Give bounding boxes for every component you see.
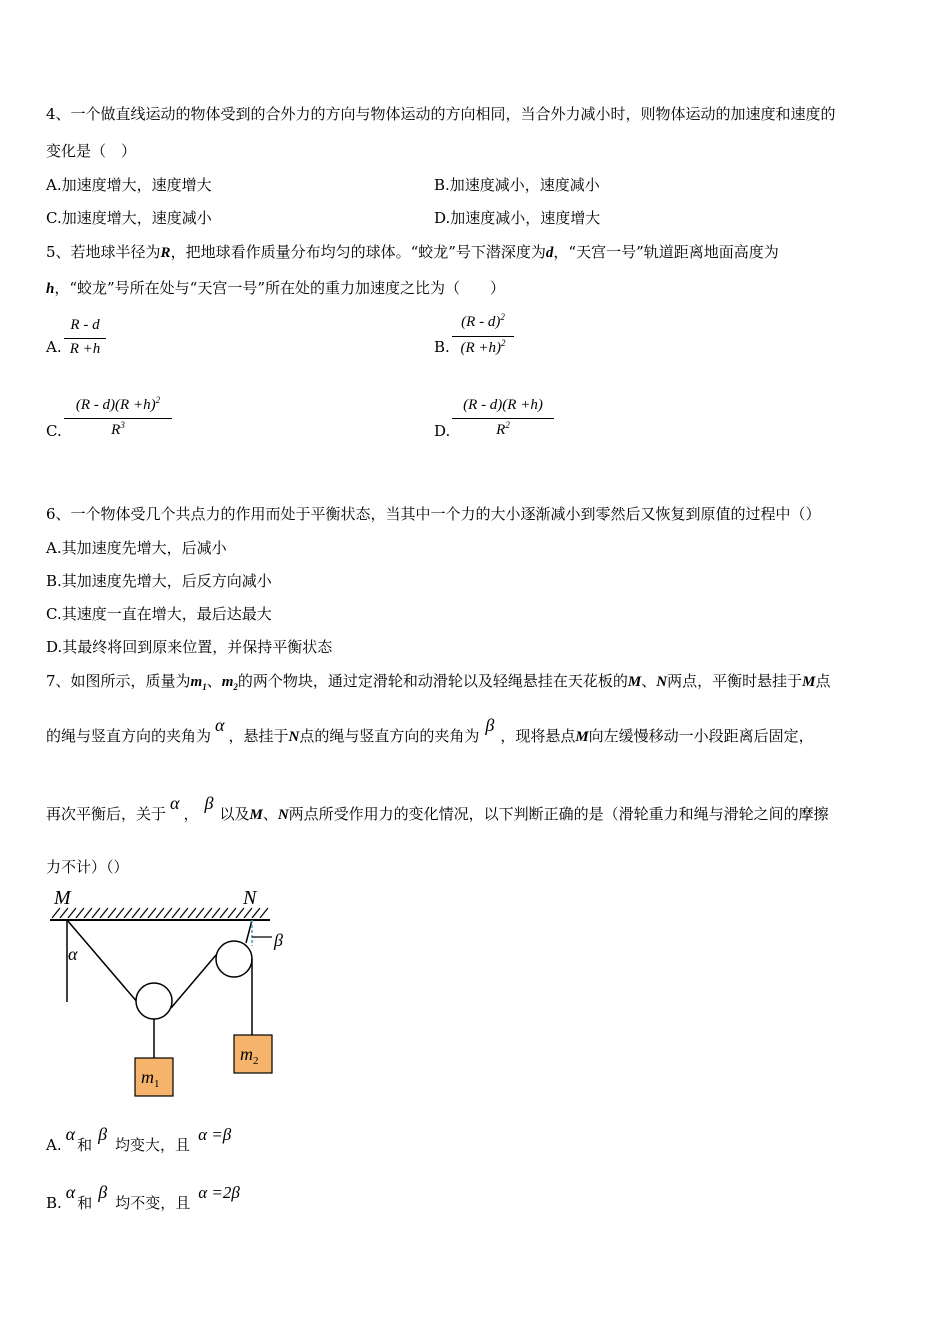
q4-option-d: D.加速度减小，速度增大: [434, 209, 601, 227]
q7-text-b: 的两个物块，通过定滑轮和动滑轮以及轻绳悬挂在天花板的: [237, 672, 628, 690]
block-m2-sub: 2: [253, 1055, 259, 1067]
q5-var-R: R: [160, 245, 171, 261]
q5-c-denominator: [64, 420, 172, 439]
q7-var-N: N: [656, 674, 668, 690]
q7-beta: β: [98, 1182, 108, 1202]
q5-d-denominator: [452, 420, 554, 439]
q7-b-and: 和: [77, 1194, 93, 1212]
q7-a-and: 和: [77, 1136, 93, 1154]
block-m1-base: m: [141, 1067, 154, 1087]
q7-text-h: ，现将悬点: [500, 727, 576, 745]
fraction-bar: [64, 418, 172, 419]
q7-text-e: 的绳与竖直方向的夹角为: [46, 727, 212, 745]
q5-text-b: ，把地球看作质量分布均匀的球体。“蛟龙”号下潜深度为: [170, 243, 546, 261]
q4-option-a: A.加速度增大，速度增大: [46, 176, 212, 194]
q7-text-m: 两点所受作用力的变化情况，以下判断正确的是（滑轮重力和绳与滑轮之间的摩擦: [288, 805, 829, 823]
fixed-pulley: [216, 941, 252, 977]
q5-option-b-fraction: [452, 312, 514, 360]
q7-option-a: [46, 1124, 231, 1154]
q5-c-num-base: (R - d)(R +h): [75, 397, 156, 413]
pulley-figure: [40, 880, 310, 1105]
q7-stem-line3: [46, 793, 829, 824]
q4-stem-line2: 变化是（ ）: [46, 142, 137, 160]
q7-beta: β: [204, 793, 214, 813]
q5-a-numerator: R - d: [70, 317, 100, 333]
q7-var-M: M: [249, 807, 263, 823]
q5-c-num-exp: 2: [155, 395, 161, 405]
q7-option-b: [46, 1182, 240, 1212]
q5-d-den-exp: 2: [505, 420, 510, 430]
q7-var-M: M: [627, 674, 642, 690]
q7-b-eq: α =2β: [198, 1183, 240, 1202]
q5-var-h: h: [46, 281, 55, 297]
q7-var-M: M: [802, 674, 816, 690]
q6-option-d: D.其最终将回到原来位置，并保持平衡状态: [46, 638, 333, 656]
q7-text-a: 7、如图所示，质量为: [46, 672, 191, 690]
q7-var-N: N: [288, 729, 300, 745]
q5-option-d-label: D.: [434, 422, 451, 440]
q6-stem: 6、一个物体受几个共点力的作用而处于平衡状态，当其中一个力的大小逐渐减小到零然后又恢复到原值的过程中（）: [46, 505, 821, 523]
q7-m1-base: m: [190, 674, 203, 690]
q7-m2-base: m: [221, 674, 234, 690]
q5-c-den-base: R: [111, 422, 121, 438]
q7-text-i: 向左缓慢移动一小段距离后固定，: [588, 727, 814, 745]
q7-stem-line2: [46, 715, 814, 746]
q7-alpha: α: [65, 1124, 76, 1144]
block-m1-sub: 1: [154, 1078, 160, 1090]
moving-pulley: [136, 983, 172, 1019]
q7-b-label: B.: [46, 1194, 62, 1212]
q5-option-a-fraction: [64, 317, 106, 361]
q7-alpha: α: [170, 793, 180, 813]
q7-text-c: 两点，平衡时悬挂于: [667, 672, 803, 690]
q7-text-j: 再次平衡后，关于: [46, 805, 167, 823]
q7-text-l: 以及: [219, 805, 250, 823]
q7-text-d: 点: [815, 672, 831, 690]
q5-b-numerator: [452, 312, 514, 331]
q5-b-num-base: (R - d): [461, 314, 501, 330]
q5-option-b-label: B.: [434, 338, 450, 356]
q7-separator: 、: [262, 805, 278, 823]
q5-option-d-fraction: [452, 397, 554, 443]
q7-stem-line4: 力不计）（）: [46, 858, 129, 876]
q7-separator: 、: [641, 672, 657, 690]
rope-pulley-to-pulley: [171, 955, 216, 1008]
q5-c-numerator: [64, 395, 172, 414]
q7-m2-sub: 2: [233, 682, 238, 692]
label-beta: β: [274, 930, 283, 950]
q7-var-m1: [191, 674, 207, 690]
fraction-bar: [452, 418, 554, 419]
label-M: M: [54, 887, 71, 909]
q7-a-mid: 均变大，且: [115, 1136, 191, 1154]
q5-d-numerator: (R - d)(R +h): [463, 397, 543, 413]
q7-var-m2: [222, 674, 238, 690]
q7-m1-sub: 1: [202, 682, 207, 692]
q7-separator: 、: [206, 672, 222, 690]
q6-option-c: C.其速度一直在增大，最后达最大: [46, 605, 272, 623]
q7-text-g: 点的绳与竖直方向的夹角为: [299, 727, 480, 745]
q5-b-den-exp: 2: [501, 338, 506, 348]
q7-beta: β: [485, 715, 495, 735]
q5-text-c: ，“天宫一号”轨道距离地面高度为: [553, 243, 779, 261]
q5-b-num-exp: 2: [500, 312, 505, 322]
fixed-pulley-support: [246, 920, 252, 943]
q5-option-c-label: C.: [46, 422, 62, 440]
q5-var-d: d: [545, 245, 554, 261]
q7-alpha: α: [215, 715, 225, 735]
q4-option-c: C.加速度增大，速度减小: [46, 209, 212, 227]
q5-option-a-label: A.: [46, 338, 62, 356]
q7-beta: β: [98, 1124, 108, 1144]
q7-text-k: ，: [183, 805, 199, 823]
q7-stem-line1: [46, 670, 831, 692]
q7-a-label: A.: [46, 1136, 62, 1154]
q5-a-denominator: R +h: [69, 341, 101, 357]
fraction-bar: [64, 338, 106, 339]
q7-text-f: ，悬挂于: [228, 727, 289, 745]
q5-b-den-base: (R +h): [460, 340, 502, 356]
q5-d-den-base: R: [496, 422, 506, 438]
q5-option-c-fraction: [64, 395, 172, 443]
q4-stem-line1: 4、一个做直线运动的物体受到的合外力的方向与物体运动的方向相同，当合外力减小时，则物体运动的加速度和速度的: [46, 105, 836, 123]
q7-alpha: α: [65, 1182, 76, 1202]
q7-b-mid: 均不变，且: [115, 1194, 191, 1212]
ceiling-hatching: [52, 908, 268, 918]
rope-m-to-pulley: [67, 920, 138, 1003]
q7-a-eq: α =β: [198, 1125, 232, 1144]
q7-var-M: M: [575, 729, 589, 745]
q7-var-N: N: [277, 807, 289, 823]
block-m2-base: m: [240, 1044, 253, 1064]
q5-text-a: 5、若地球半径为: [46, 243, 161, 261]
fraction-bar: [452, 336, 514, 337]
q5-stem-line2: [46, 277, 505, 298]
q5-stem-line1: [46, 241, 779, 262]
label-N: N: [243, 887, 257, 909]
q6-option-a: A.其加速度先增大，后减小: [46, 539, 227, 557]
q4-option-b: B.加速度减小，速度减小: [434, 176, 600, 194]
q5-c-den-exp: 3: [120, 420, 125, 430]
label-alpha: α: [68, 944, 78, 964]
q5-b-denominator: [452, 338, 514, 357]
q6-option-b: B.其加速度先增大，后反方向减小: [46, 572, 272, 590]
q5-text-d: ，“蛟龙”号所在处与“天宫一号”所在处的重力加速度之比为（ ）: [54, 279, 506, 297]
